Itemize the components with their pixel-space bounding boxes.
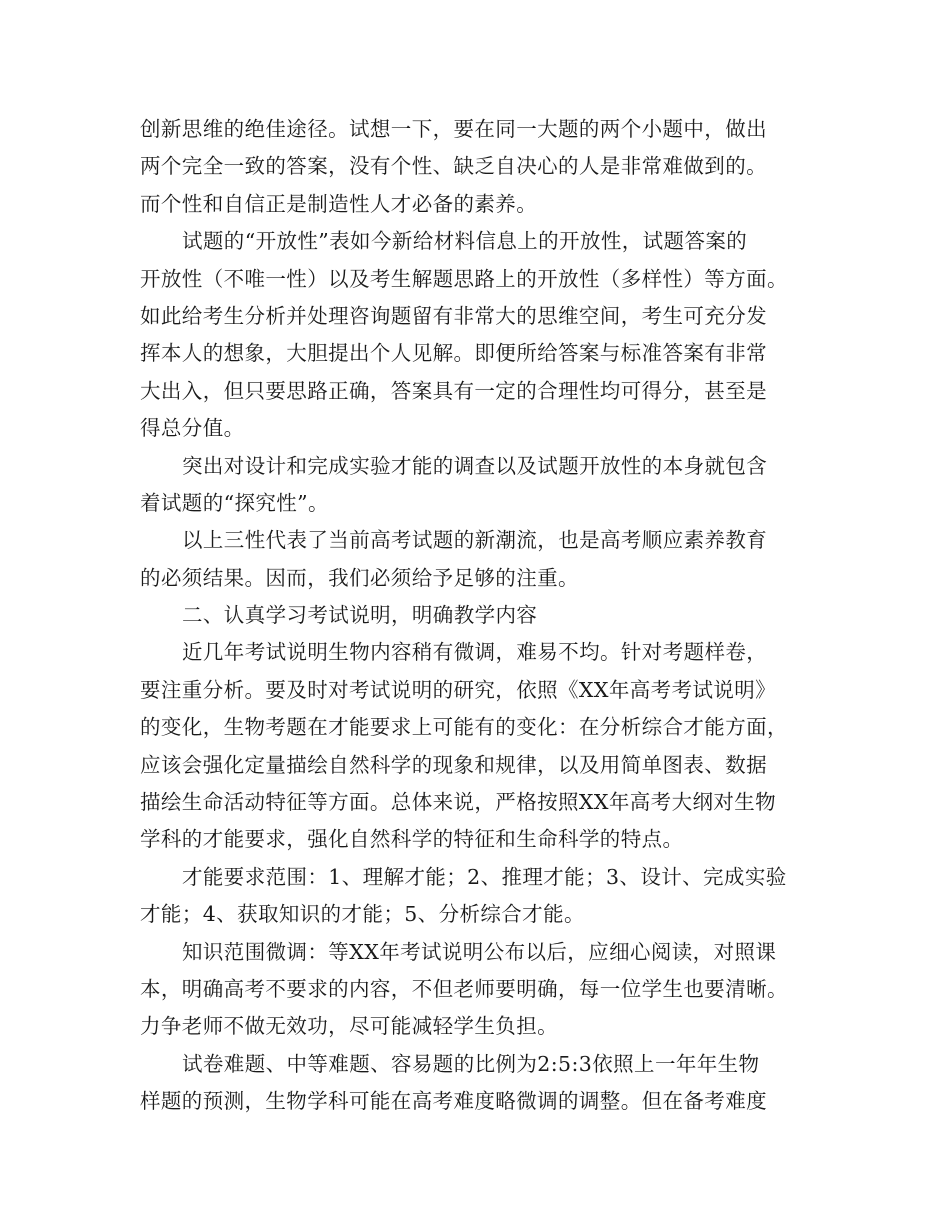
text-line: 的必须结果。因而，我们必须给予足够的注重。 <box>140 565 579 590</box>
text-line: 才能；4、获取知识的才能；5、分析综合才能。 <box>140 902 585 927</box>
text-line: 学科的才能要求，强化自然科学的特征和生命科学的特点。 <box>140 827 684 852</box>
text-line: 样题的预测，生物学科可能在高考难度略微调的调整。但在备考难度 <box>140 1089 767 1114</box>
text-line: 两个完全一致的答案，没有个性、缺乏自决心的人是非常难做到的。 <box>140 154 767 179</box>
text-line: 突出对设计和完成实验才能的调查以及试题开放性的本身就包含 <box>182 453 768 478</box>
text-line: 得总分值。 <box>140 416 245 441</box>
text-line: 以上三性代表了当前高考试题的新潮流，也是高考顺应素养教育 <box>182 528 768 553</box>
text-line: 描绘生命活动特征等方面。总体来说，严格按照XX年高考大纲对生物 <box>140 790 777 815</box>
text-line: 要注重分析。要及时对考试说明的研究，依照《XX年高考考试说明》 <box>140 677 777 702</box>
text-line: 力争老师不做无效功，尽可能减轻学生负担。 <box>140 1014 558 1039</box>
text-line: 着试题的“探究性”。 <box>140 490 329 515</box>
text-line: 应该会强化定量描绘自然科学的现象和规律，以及用简单图表、数据 <box>140 752 767 777</box>
text-line: 大出入，但只要思路正确，答案具有一定的合理性均可得分，甚至是 <box>140 378 767 403</box>
text-line: 知识范围微调：等XX年考试说明公布以后，应细心阅读，对照课 <box>182 939 777 964</box>
text-line: 近几年考试说明生物内容稍有微调，难易不均。针对考题样卷， <box>182 640 768 665</box>
text-line: 二、认真学习考试说明，明确教学内容 <box>182 603 538 628</box>
text-line: 本，明确高考不要求的内容，不但老师要明确，每一位学生也要清晰。 <box>140 976 788 1001</box>
text-line: 如此给考生分析并处理咨询题留有非常大的思维空间，考生可充分发 <box>140 303 767 328</box>
text-line: 挥本人的想象，大胆提出个人见解。即便所给答案与标准答案有非常 <box>140 341 767 366</box>
text-line: 试卷难题、中等难题、容易题的比例为2:5:3依照上一年年生物 <box>182 1051 760 1076</box>
text-line: 试题的“开放性”表如今新给材料信息上的开放性，试题答案的 <box>182 229 748 254</box>
text-line: 开放性（不唯一性）以及考生解题思路上的开放性（多样性）等方面。 <box>140 266 788 291</box>
text-line: 才能要求范围：1、理解才能；2、推理才能；3、设计、完成实验 <box>182 864 787 889</box>
text-line: 创新思维的绝佳途径。试想一下，要在同一大题的两个小题中，做出 <box>140 117 767 141</box>
text-line: 而个性和自信正是制造性人才必备的素养。 <box>140 191 538 216</box>
text-line: 的变化，生物考题在才能要求上可能有的变化：在分析综合才能方面， <box>140 715 788 740</box>
document-body <box>140 111 820 1121</box>
